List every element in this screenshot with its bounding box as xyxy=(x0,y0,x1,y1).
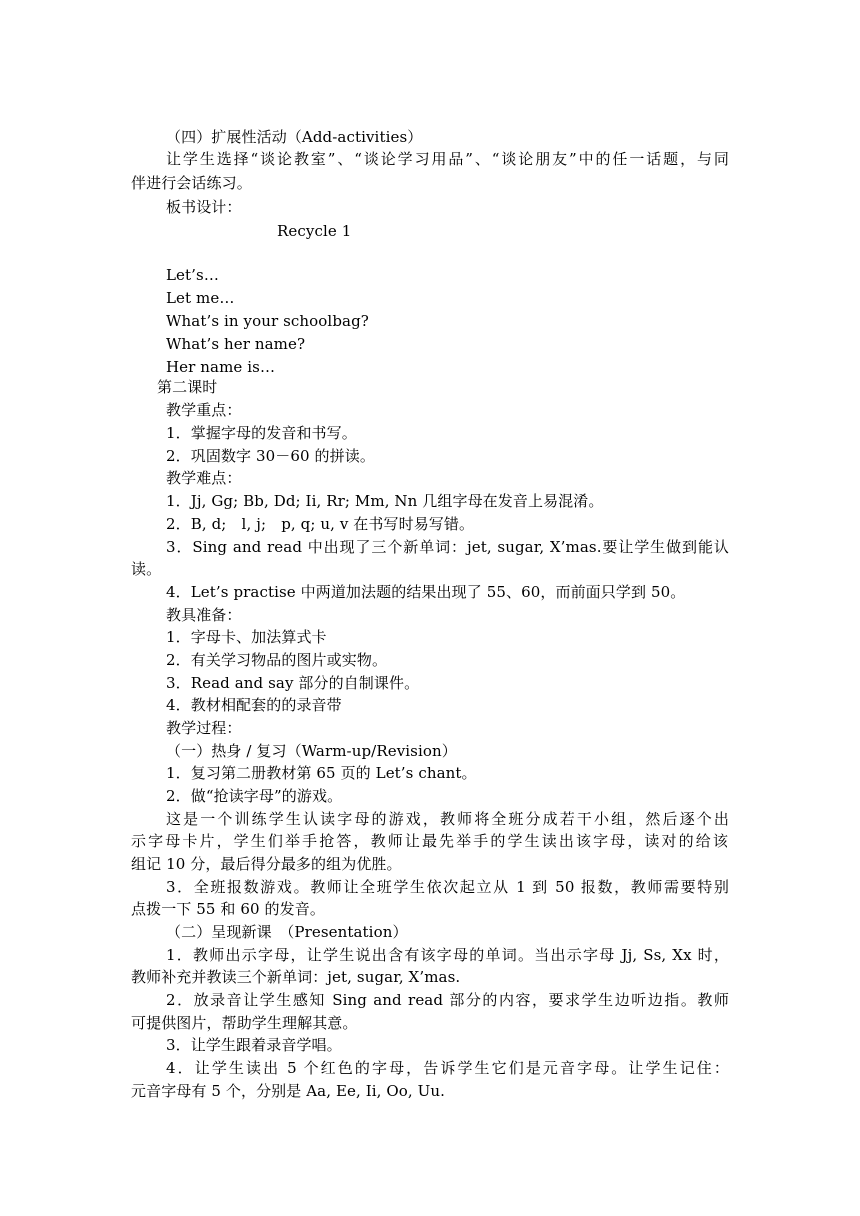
lesson-heading: 第二课时 xyxy=(157,378,218,396)
board-phrase: Let me… xyxy=(166,289,235,307)
list-item: 2．有关学习物品的图片或实物。 xyxy=(166,651,388,669)
list-item: 3．让学生跟着录音学唱。 xyxy=(166,1036,342,1054)
list-item: 3．Read and say 部分的自制课件。 xyxy=(166,674,420,692)
list-item: 2．巩固数字 30－60 的拼读。 xyxy=(166,447,375,465)
board-phrase: What’s her name? xyxy=(166,335,306,353)
section-heading-presentation: （二）呈现新课 （Presentation） xyxy=(166,923,408,941)
list-item: 4．Let’s practise 中两道加法题的结果出现了 55、60，而前面只学到 50。 xyxy=(166,583,686,601)
section-heading-warmup: （一）热身 / 复习（Warm-up/Revision） xyxy=(166,742,457,760)
list-item: 2．B, d; l, j; p, q; u, v 在书写时易写错。 xyxy=(166,515,475,533)
list-item: 4．让学生读出 5 个红色的字母，告诉学生它们是元音字母。让学生记住： xyxy=(166,1059,729,1077)
board-phrase: What’s in your schoolbag? xyxy=(166,312,369,330)
section-heading-extension: （四）扩展性活动（Add-activities） xyxy=(166,128,423,146)
difficulties-label: 教学难点： xyxy=(166,469,242,487)
paragraph-line: 可提供图片，帮助学生理解其意。 xyxy=(131,1014,358,1032)
list-item: 1．字母卡、加法算式卡 xyxy=(166,628,327,646)
list-item: 1．复习第二册教材第 65 页的 Let’s chant。 xyxy=(166,764,477,782)
list-item: 2．放录音让学生感知 Sing and read 部分的内容，要求学生边听边指。教师 xyxy=(166,991,729,1009)
board-phrase: Let’s… xyxy=(166,266,219,284)
paragraph-line: 点拨一下 55 和 60 的发音。 xyxy=(131,900,325,918)
list-item: 1．Jj, Gg; Bb, Dd; Ii, Rr; Mm, Nn 几组字母在发音上易混淆。 xyxy=(166,492,604,510)
list-item: 4．教材相配套的的录音带 xyxy=(166,696,342,714)
list-item: 2．做“抢读字母”的游戏。 xyxy=(166,787,343,805)
list-item: 1．教师出示字母，让学生说出含有该字母的单词。当出示字母 Jj, Ss, Xx 时， xyxy=(166,946,729,964)
list-item: 3．全班报数游戏。教师让全班学生依次起立从 1 到 50 报数，教师需要特别 xyxy=(166,878,729,896)
paragraph-line: 示字母卡片，学生们举手抢答，教师让最先举手的学生读出该字母，读对的给该 xyxy=(131,832,728,850)
paragraph-line: 元音字母有 5 个，分别是 Aa, Ee, Ii, Oo, Uu. xyxy=(131,1082,446,1100)
board-design-label: 板书设计： xyxy=(166,198,242,216)
paragraph-line: 让学生选择“谈论教室”、“谈论学习用品”、“谈论朋友”中的任一话题，与同 xyxy=(166,150,729,168)
board-phrase: Her name is… xyxy=(166,358,276,376)
key-points-label: 教学重点： xyxy=(166,401,242,419)
list-item: 1．掌握字母的发音和书写。 xyxy=(166,424,357,442)
process-label: 教学过程： xyxy=(166,719,242,737)
list-item: 3．Sing and read 中出现了三个新单词：jet, sugar, X’mas.要让学生做到能认 xyxy=(166,538,729,556)
materials-label: 教具准备： xyxy=(166,606,242,624)
paragraph-line: 组记 10 分，最后得分最多的组为优胜。 xyxy=(131,855,402,873)
paragraph-line: 这是一个训练学生认读字母的游戏，教师将全班分成若干小组，然后逐个出 xyxy=(166,810,729,828)
paragraph-line: 教师补充并教读三个新单词：jet, sugar, X’mas. xyxy=(131,968,461,986)
paragraph-line: 伴进行会话练习。 xyxy=(131,174,252,192)
paragraph-line: 读。 xyxy=(131,560,162,578)
board-title: Recycle 1 xyxy=(277,222,352,240)
